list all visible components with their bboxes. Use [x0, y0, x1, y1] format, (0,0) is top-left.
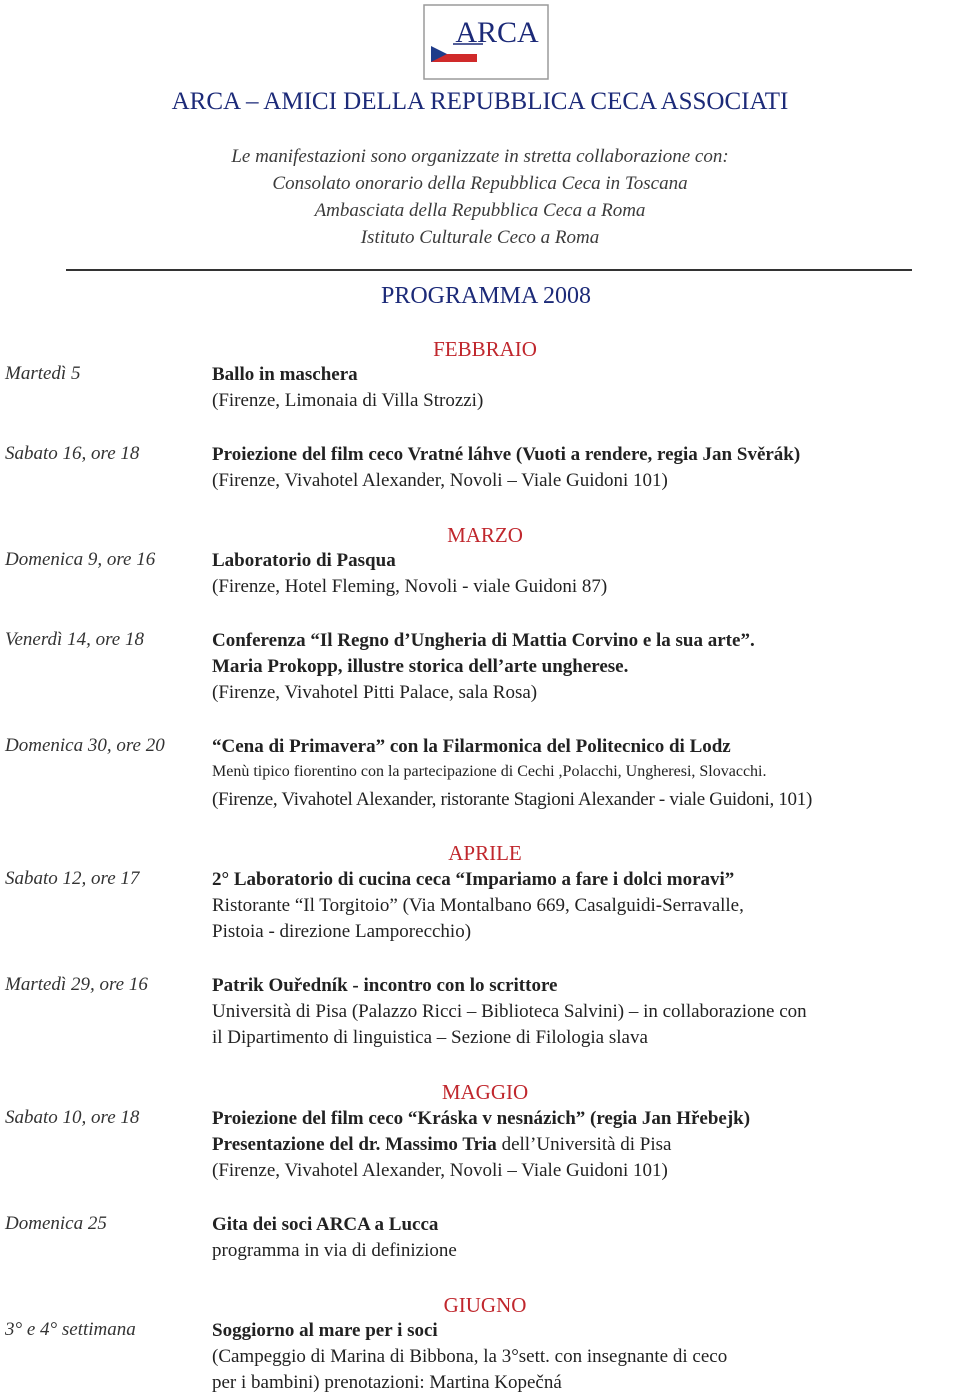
event-title-6: 2° Laboratorio di cucina ceca “Impariamo a fare i dolci moravi”	[212, 869, 735, 890]
divider	[66, 269, 912, 271]
event-title-4: Conferenza “Il Regno d’Ungheria di Mattia Corvino e la sua arte”.	[212, 630, 755, 651]
event-date-9: Domenica 25	[5, 1213, 107, 1234]
month-aprile: APRILE	[448, 841, 522, 865]
event-venue-6b: Pistoia - direzione Lamporecchio)	[212, 921, 472, 942]
event-note-9: programma in via di definizione	[212, 1240, 457, 1261]
logo-letters: ARCA	[455, 16, 539, 49]
presenter-name: Presentazione del dr. Massimo Tria	[212, 1134, 497, 1155]
event-date-5: Domenica 30, ore 20	[5, 735, 165, 756]
event-date-2: Sabato 16, ore 18	[5, 443, 140, 464]
event-date-4: Venerdì 14, ore 18	[5, 629, 144, 650]
intro-line-4: Istituto Culturale Ceco a Roma	[360, 227, 600, 248]
event-venue-8: (Firenze, Vivahotel Alexander, Novoli – Viale Guidoni 101)	[212, 1160, 668, 1181]
event-date-10: 3° e 4° settimana	[5, 1319, 136, 1340]
intro-line-3: Ambasciata della Repubblica Ceca a Roma	[314, 200, 646, 221]
month-giugno: GIUGNO	[443, 1293, 527, 1317]
month-marzo: MARZO	[447, 523, 523, 547]
event-venue-3: (Firenze, Hotel Fleming, Novoli - viale Guidoni 87)	[212, 576, 608, 597]
event-venue-2: (Firenze, Vivahotel Alexander, Novoli – Viale Guidoni 101)	[212, 470, 668, 491]
event-venue-4: (Firenze, Vivahotel Pitti Palace, sala Rosa)	[212, 682, 538, 703]
event-date-7: Martedì 29, ore 16	[5, 974, 148, 995]
event-venue-1: (Firenze, Limonaia di Villa Strozzi)	[212, 390, 484, 411]
event-venue-7b: il Dipartimento di linguistica – Sezione di Filologia slava	[212, 1027, 648, 1048]
event-contact-10: per i bambini) prenotazioni: Martina Kopečná	[212, 1372, 562, 1393]
event-venue-10: (Campeggio di Marina di Bibbona, la 3°sett. con insegnante di ceco	[212, 1346, 728, 1367]
event-venue-5: (Firenze, Vivahotel Alexander, ristorante Stagioni Alexander - viale Guidoni, 101)	[212, 789, 812, 810]
arca-logo	[423, 4, 549, 80]
event-title-3: Laboratorio di Pasqua	[212, 550, 396, 571]
event-presenter-8	[212, 1134, 671, 1156]
event-title-10: Soggiorno al mare per i soci	[212, 1320, 438, 1341]
event-date-8: Sabato 10, ore 18	[5, 1107, 140, 1128]
intro-line-1: Le manifestazioni sono organizzate in stretta collaborazione con:	[231, 146, 729, 167]
event-title-5: “Cena di Primavera” con la Filarmonica del Politecnico di Lodz	[212, 736, 731, 757]
programma-title: PROGRAMMA 2008	[380, 283, 592, 309]
event-date-6: Sabato 12, ore 17	[5, 868, 140, 889]
event-speaker-4: Maria Prokopp, illustre storica dell’arte ungherese.	[212, 656, 629, 677]
event-date-1: Martedì 5	[5, 363, 81, 384]
event-venue-7: Università di Pisa (Palazzo Ricci – Biblioteca Salvini) – in collaborazione con	[212, 1001, 807, 1022]
event-title-7: Patrik Ouředník - incontro con lo scrittore	[212, 975, 558, 996]
event-venue-6: Ristorante “Il Torgitoio” (Via Montalbano 669, Casalguidi-Serravalle,	[212, 895, 744, 916]
month-febbraio: FEBBRAIO	[433, 337, 537, 361]
presenter-affiliation: dell’Università di Pisa	[496, 1134, 672, 1155]
event-title-2: Proiezione del film ceco Vratné láhve (Vuoti a rendere, regia Jan Svěrák)	[212, 444, 801, 465]
event-desc-5: Menù tipico fiorentino con la partecipazione di Cechi ,Polacchi, Ungheresi, Slovacchi.	[212, 763, 767, 780]
event-title-8: Proiezione del film ceco “Kráska v nesnázich” (regia Jan Hřebejk)	[212, 1108, 751, 1129]
event-title-9: Gita dei soci ARCA a Lucca	[212, 1214, 439, 1235]
event-title-1: Ballo in maschera	[212, 364, 358, 385]
month-maggio: MAGGIO	[441, 1080, 529, 1104]
organization-title: ARCA – AMICI DELLA REPUBBLICA CECA ASSOCIATI	[171, 88, 789, 115]
intro-line-2: Consolato onorario della Repubblica Ceca in Toscana	[272, 173, 688, 194]
event-date-3: Domenica 9, ore 16	[5, 549, 156, 570]
